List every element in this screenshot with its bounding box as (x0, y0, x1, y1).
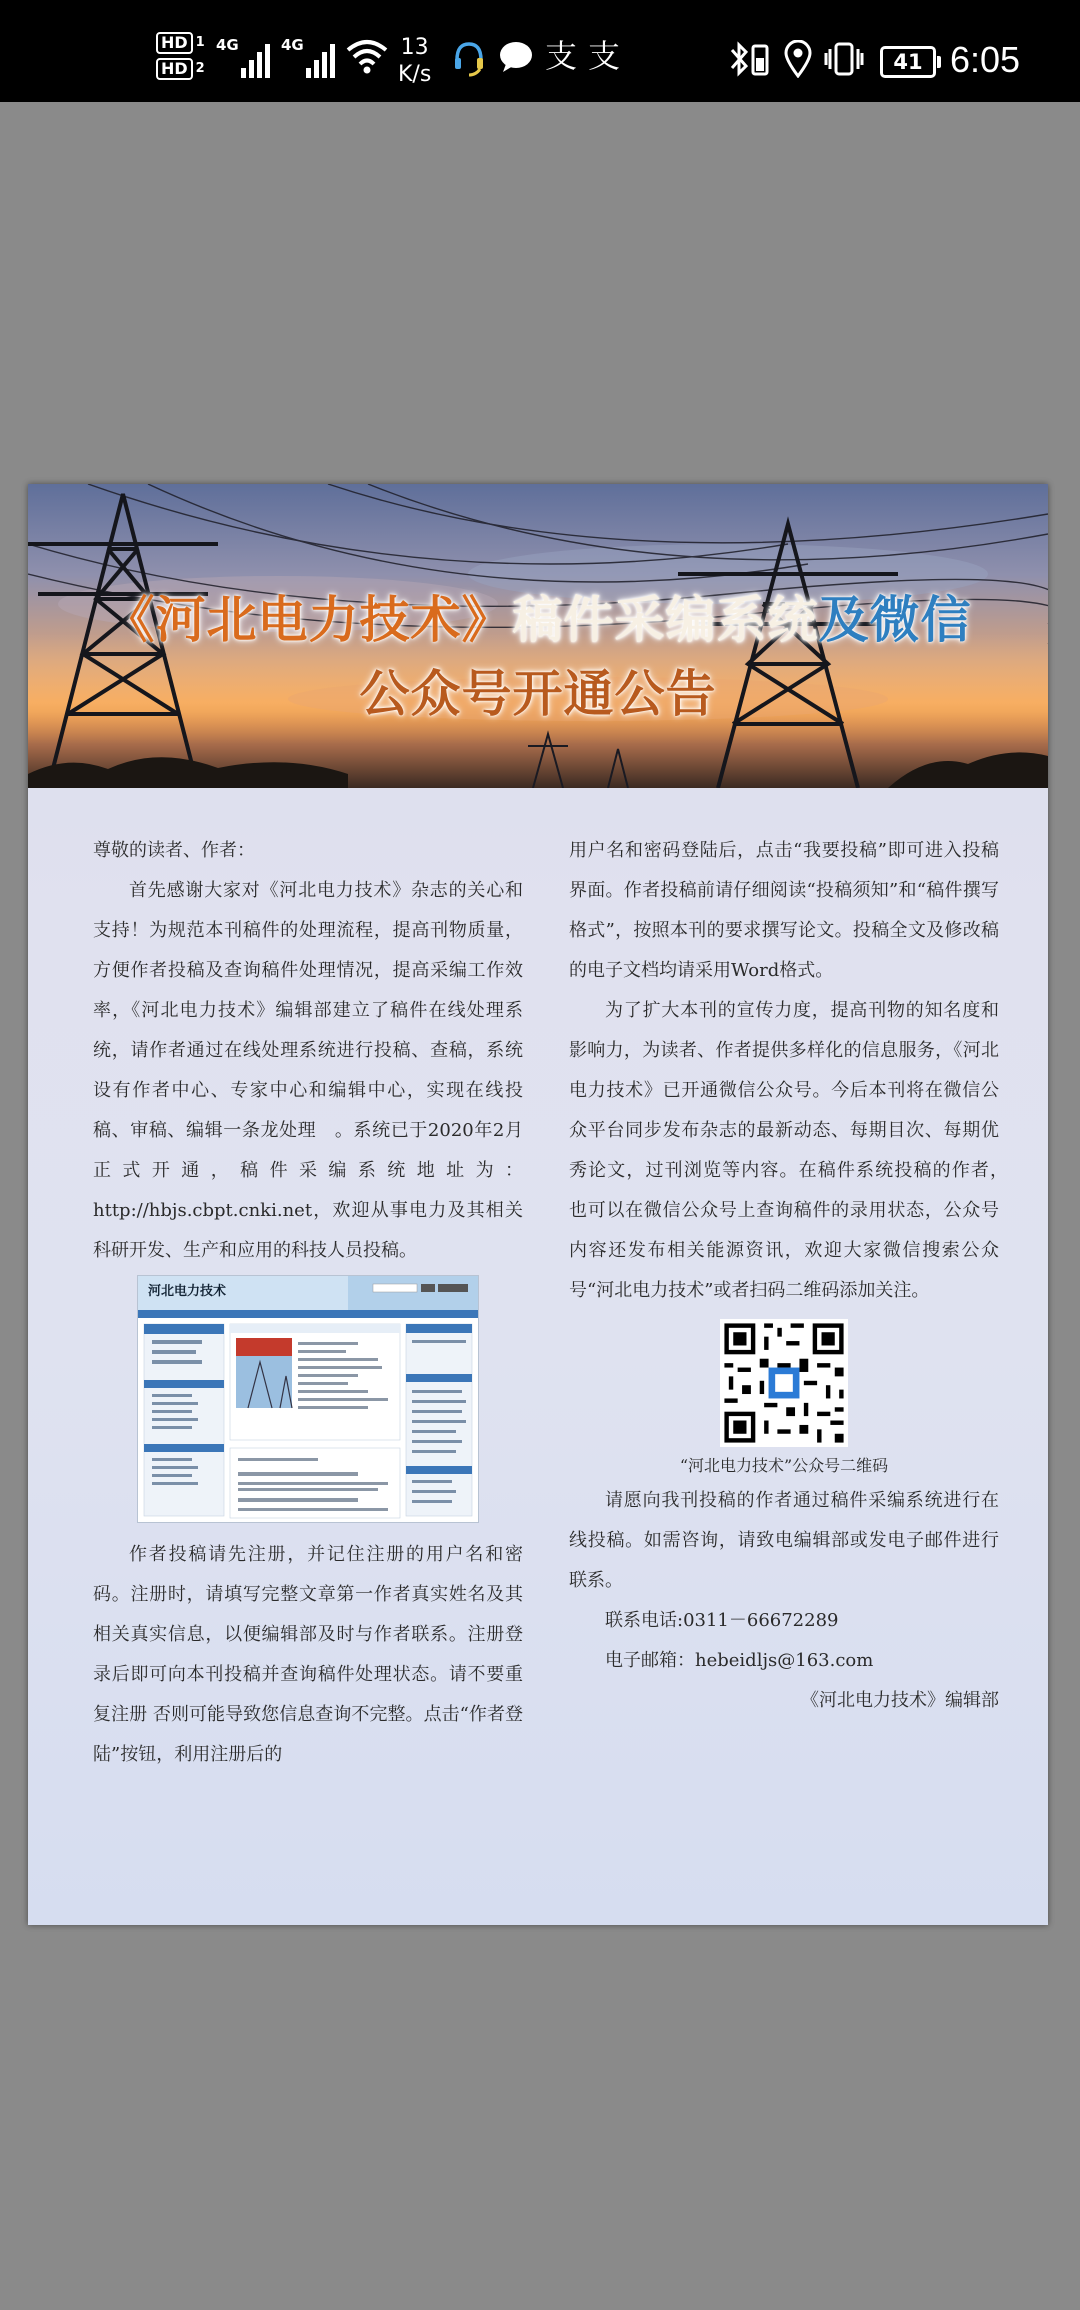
salutation: 尊敬的读者、作者： (93, 840, 255, 861)
website-screenshot (137, 1275, 479, 1523)
title-wechat-text: 及微信 (818, 591, 972, 649)
wifi-icon (346, 36, 388, 76)
paragraph-intro: 首先感谢大家对《河北电力技术》杂志的关心和支持！为规范本刊稿件的处理流程，提高刊物质量，方便作者投稿及查询稿件处理情况，提高采编工作效率，《河北电力技术》编辑部建立了稿件在线处理系统，请作者通过在线处理系统进行投稿、查稿，系统设有作者中心、专家中心和编辑中心，实现在线投稿、审稿、编辑一条龙处理 。系统已于2020年2月正式开通，稿件采编系统地址为：http://hbjs.cbpt.cnki.net，欢迎从事电力及其相关科研开发、生产和应用的科技人员投稿。 (93, 880, 523, 1261)
hd2-badge: HD (156, 58, 193, 80)
banner-title-line1 (28, 580, 1048, 652)
hd1-badge: HD (156, 32, 193, 54)
contact-email: 电子邮箱：hebeidljs@163.com (605, 1650, 874, 1671)
qr-code-image (720, 1319, 848, 1447)
hd2-sub: 2 (195, 61, 205, 76)
chat-bubble-icon (498, 40, 534, 74)
alipay-icon: 支 (545, 37, 578, 75)
article-right-column (569, 831, 1017, 1721)
paragraph-register: 作者投稿请先注册，并记住注册的用户名和密码。注册时，请填写完整文章第一作者真实姓名及其相关真实信息，以便编辑部及时与作者联系。注册登录后即可向本刊投稿并查询稿件处理状态。请不要重复注册 否则可能导致您信息查询不完整。点击“作者登陆”按钮，利用注册后的 (93, 1544, 523, 1765)
hd-voice-indicators (156, 30, 205, 82)
hd1-sub: 1 (195, 35, 205, 50)
signal-icon-sim1 (216, 36, 273, 78)
title-system-text: 稿件采编系统 (512, 591, 819, 649)
banner-title-line2: 公众号开通公告 (359, 665, 717, 723)
status-bar (0, 0, 1080, 102)
qr-section (569, 1319, 999, 1481)
vibrate-icon (824, 40, 864, 78)
signal-icon-sim2 (281, 36, 338, 78)
title-quote-open: 《 (104, 591, 156, 649)
paragraph-submission: 用户名和密码登陆后，点击“我要投稿”即可进入投稿界面。作者投稿前请仔细阅读“投稿须知”和“稿件撰写格式”，按照本刊的要求撰写论文。投稿全文及修改稿的电子文档均请采用Word格式。 (569, 840, 999, 981)
battery-icon: 41 (880, 46, 936, 78)
qr-code-icon (720, 1319, 848, 1447)
alipay-icon-2: 支 (588, 37, 621, 75)
headset-assistant-icon (452, 40, 486, 78)
contact-phone: 联系电话:0311－66672289 (605, 1610, 839, 1631)
website-site-title: 河北电力技术 (148, 1284, 227, 1299)
document-page[interactable] (28, 484, 1048, 1925)
qr-caption: “河北电力技术”公众号二维码 (679, 1456, 889, 1475)
paragraph-wechat: 为了扩大本刊的宣传力度，提高刊物的知名度和影响力，为读者、作者提供多样化的信息服务，《河北电力技术》已开通微信公众号。今后本刊将在微信公众平台同步发布杂志的最新动态、每期目次、每期优秀论文，过刊浏览等内容。在稿件系统投稿的作者， 也可以在微信公众号上查询稿件的录用状态，公众号内容还发布相关能源资讯，欢迎大家微信搜索公众号“河北电力技术”或者扫码二维码添加关注。 (569, 1000, 1017, 1301)
speed-value: 13 (400, 35, 429, 60)
location-icon (784, 40, 812, 78)
journal-website-preview (138, 1276, 478, 1522)
network-type-1: 4G (216, 36, 239, 54)
editorial-signature: 《河北电力技术》编辑部 (801, 1690, 999, 1711)
title-quote-close: 》 (461, 591, 513, 649)
network-speed (398, 34, 431, 88)
article-left-column (93, 831, 523, 1775)
bluetooth-battery-icon (728, 40, 774, 78)
speed-unit: K/s (398, 62, 432, 87)
title-journal-name: 河北电力技术 (155, 591, 462, 649)
network-type-2: 4G (281, 36, 304, 54)
clock: 6:05 (950, 39, 1021, 80)
paragraph-contact: 请愿向我刊投稿的作者通过稿件采编系统进行在线投稿。如需咨询，请致电编辑部或发电子邮件进行联系。 (569, 1490, 999, 1591)
banner-image (28, 484, 1048, 788)
